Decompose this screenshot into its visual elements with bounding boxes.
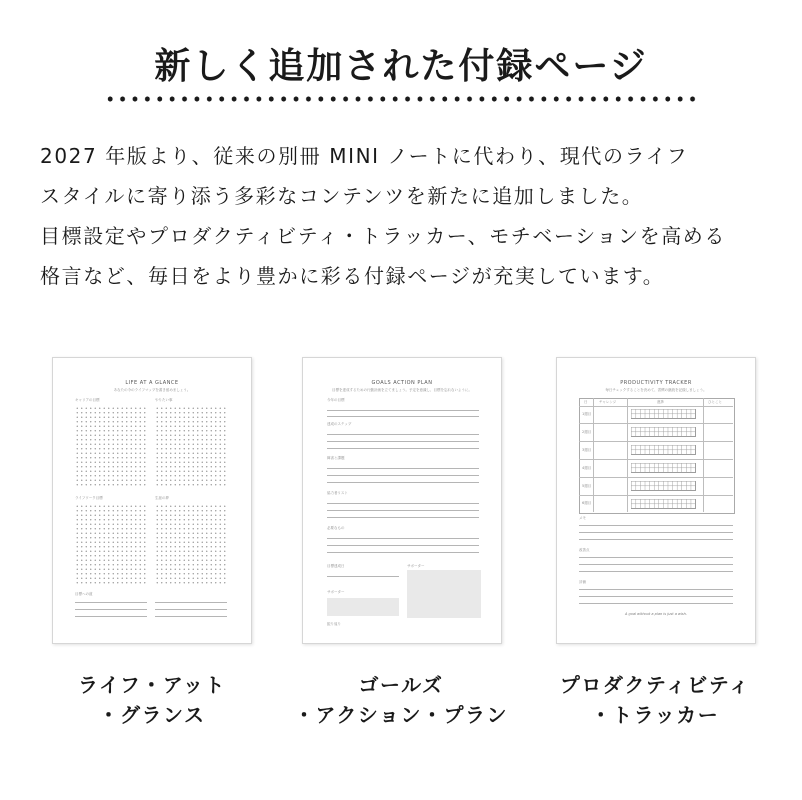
- writing-line: [327, 545, 479, 546]
- preview-section-label: 改善点: [579, 548, 590, 552]
- writing-line: [155, 609, 227, 610]
- page-title: 新しく追加された付録ページ: [154, 46, 648, 87]
- preview-section-label: 必要なもの: [327, 526, 345, 530]
- table-row-label: 3週目: [582, 448, 592, 452]
- writing-line: [327, 475, 479, 476]
- caption-line-2: ・グランス: [98, 703, 206, 727]
- table-header: チャレンジ: [599, 400, 617, 404]
- preview-title: LIFE AT A GLANCE: [125, 380, 179, 386]
- intro-text: [40, 136, 780, 296]
- writing-line: [327, 468, 479, 469]
- writing-line: [327, 538, 479, 539]
- dot-grid: [75, 406, 147, 488]
- table-row-label: 6週目: [582, 501, 592, 505]
- writing-line: [327, 503, 479, 504]
- table-divider: [579, 406, 733, 407]
- preview-footer-label: 目標への道: [75, 592, 93, 596]
- writing-line: [75, 616, 147, 617]
- note-box: [407, 570, 481, 618]
- checkbox-grid: [631, 409, 696, 419]
- writing-line: [579, 596, 733, 597]
- preview-section-label: 目標達成日: [327, 564, 345, 568]
- preview-subtitle: 目標を達成するための行動計画を立てましょう。予定を意識し、目標を忘れないように。: [332, 388, 472, 392]
- preview-section-label: メモ: [579, 516, 586, 520]
- caption-life-at-a-glance: [37, 670, 267, 730]
- writing-line: [579, 571, 733, 572]
- writing-line: [327, 552, 479, 553]
- preview-section-label: 評価: [579, 580, 586, 584]
- preview-section-label: 今年の目標: [327, 398, 345, 402]
- intro-line-4: 格言など、毎日をより豊かに彩る付録ページが充実しています。: [40, 264, 665, 288]
- writing-line: [579, 564, 733, 565]
- checkbox-grid: [631, 445, 696, 455]
- preview-section-label: ライフワーク目標: [75, 496, 103, 500]
- preview-section-label: サポーター: [327, 590, 345, 594]
- table-row-label: 4週目: [582, 466, 592, 470]
- table-divider: [579, 477, 733, 478]
- checkbox-grid: [631, 499, 696, 509]
- preview-section-label: やりたい事: [155, 398, 173, 402]
- intro-line-2: スタイルに寄り添う多彩なコンテンツを新たに追加しました。: [40, 184, 644, 208]
- writing-line: [327, 448, 479, 449]
- page-preview-productivity-tracker: [556, 357, 756, 644]
- preview-section-label: サポーター: [407, 564, 425, 568]
- writing-line: [579, 525, 733, 526]
- preview-subtitle: 毎日チェックすることを決めて、習慣の継続を記録しましょう。: [605, 388, 707, 392]
- table-row-label: 5週目: [582, 484, 592, 488]
- preview-quote: A goal without a plan is just a wish.: [625, 612, 687, 616]
- table-divider: [579, 459, 733, 460]
- writing-line: [327, 434, 479, 435]
- page-preview-life-at-a-glance: [52, 357, 252, 644]
- preview-section-label: 振り返り: [327, 622, 341, 626]
- writing-line: [327, 416, 479, 417]
- writing-line: [75, 602, 147, 603]
- checkbox-grid: [631, 481, 696, 491]
- checkbox-grid: [631, 463, 696, 473]
- page-preview-goals-action-plan: [302, 357, 502, 644]
- intro-line-1: 2027 年版より、従来の別冊 MINI ノートに代わり、現代のライフ: [40, 144, 689, 168]
- preview-subtitle: あなたの今のライフマップを書き留めましょう。: [113, 388, 191, 392]
- writing-line: [327, 410, 479, 411]
- table-divider: [579, 441, 733, 442]
- table-header: 日: [584, 400, 588, 404]
- table-row-label: 2週目: [582, 430, 592, 434]
- caption-goals-action-plan: [286, 670, 516, 730]
- dot-grid: [155, 504, 227, 584]
- preview-section-label: 達成のステップ: [327, 422, 352, 426]
- writing-line: [327, 482, 479, 483]
- caption-line-1: ライフ・アット: [78, 673, 226, 697]
- preview-title: GOALS ACTION PLAN: [371, 380, 433, 386]
- preview-section-label: 障害と課題: [327, 456, 345, 460]
- writing-line: [155, 602, 227, 603]
- table-divider: [579, 495, 733, 496]
- table-row-label: 1週目: [582, 412, 592, 416]
- writing-line: [327, 441, 479, 442]
- table-header: 進捗: [657, 400, 664, 404]
- intro-line-3: 目標設定やプロダクティビティ・トラッカー、モチベーションを高める: [40, 224, 726, 248]
- writing-line: [327, 517, 479, 518]
- writing-line: [579, 532, 733, 533]
- caption-line-1: ゴールズ: [358, 673, 444, 697]
- checkbox-grid: [631, 427, 696, 437]
- writing-line: [327, 510, 479, 511]
- writing-line: [579, 539, 733, 540]
- writing-line: [75, 609, 147, 610]
- table-divider: [579, 423, 733, 424]
- preview-section-label: 協力者リスト: [327, 491, 348, 495]
- caption-line-1: プロダクティビティ: [559, 673, 751, 697]
- writing-line: [579, 603, 733, 604]
- writing-line: [579, 557, 733, 558]
- note-box: [327, 598, 399, 616]
- table-header: ひとこと: [708, 400, 722, 404]
- dotted-divider: [104, 95, 700, 103]
- writing-line: [327, 576, 399, 577]
- preview-title: PRODUCTIVITY TRACKER: [620, 380, 692, 386]
- writing-line: [155, 616, 227, 617]
- dot-grid: [75, 504, 147, 584]
- preview-section-label: キャリアの目標: [75, 398, 100, 402]
- writing-line: [579, 589, 733, 590]
- caption-line-2: ・トラッカー: [590, 703, 720, 727]
- caption-line-2: ・アクション・プラン: [294, 703, 508, 727]
- caption-productivity-tracker: [540, 670, 770, 730]
- preview-section-label: 生涯の夢: [155, 496, 169, 500]
- dot-grid: [155, 406, 227, 488]
